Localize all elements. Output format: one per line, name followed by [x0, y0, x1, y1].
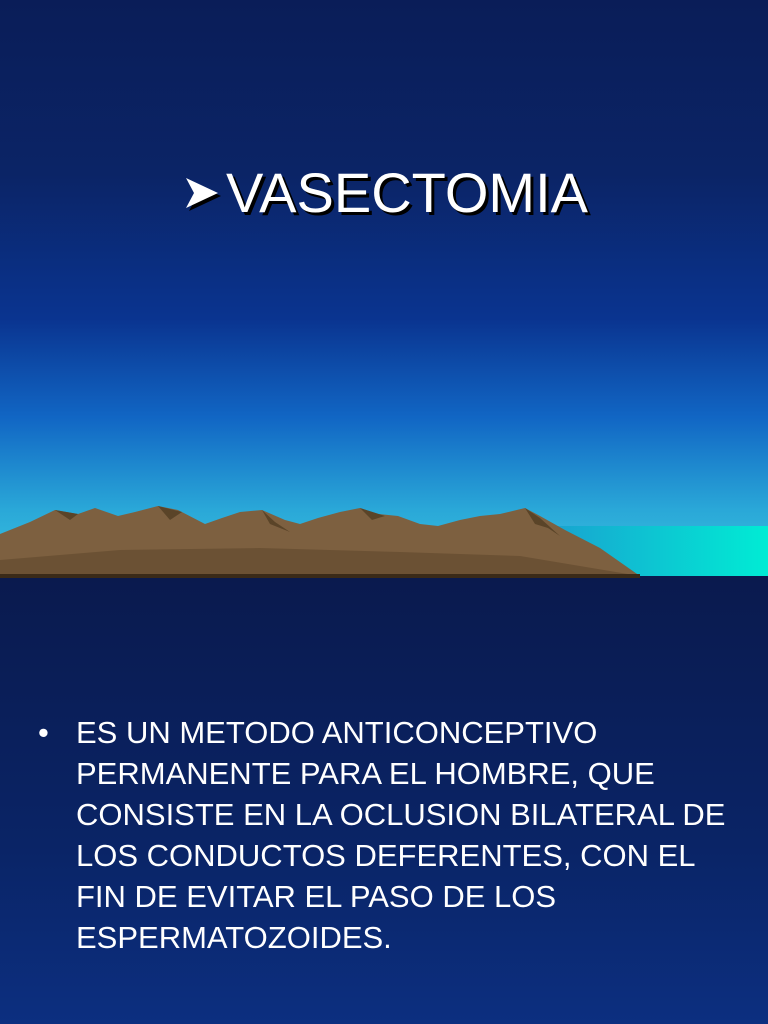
slide-title-text: VASECTOMIA [225, 161, 588, 224]
slide-title [0, 160, 768, 225]
bullet-list-item [38, 712, 738, 958]
bullet-dot: • [38, 715, 49, 750]
mountain-landscape-image [0, 490, 768, 580]
bullet-paragraph: ES UN METODO ANTICONCEPTIVO PERMANENTE PARA EL HOMBRE, QUE CONSISTE EN LA OCLUSION BILATERAL DE LOS CONDUCTOS DEFERENTES, CON EL FIN DE EVITAR EL PASO DE LOS ESPERMATOZOIDES. [76, 715, 726, 955]
arrowhead-bullet-icon [180, 172, 222, 214]
